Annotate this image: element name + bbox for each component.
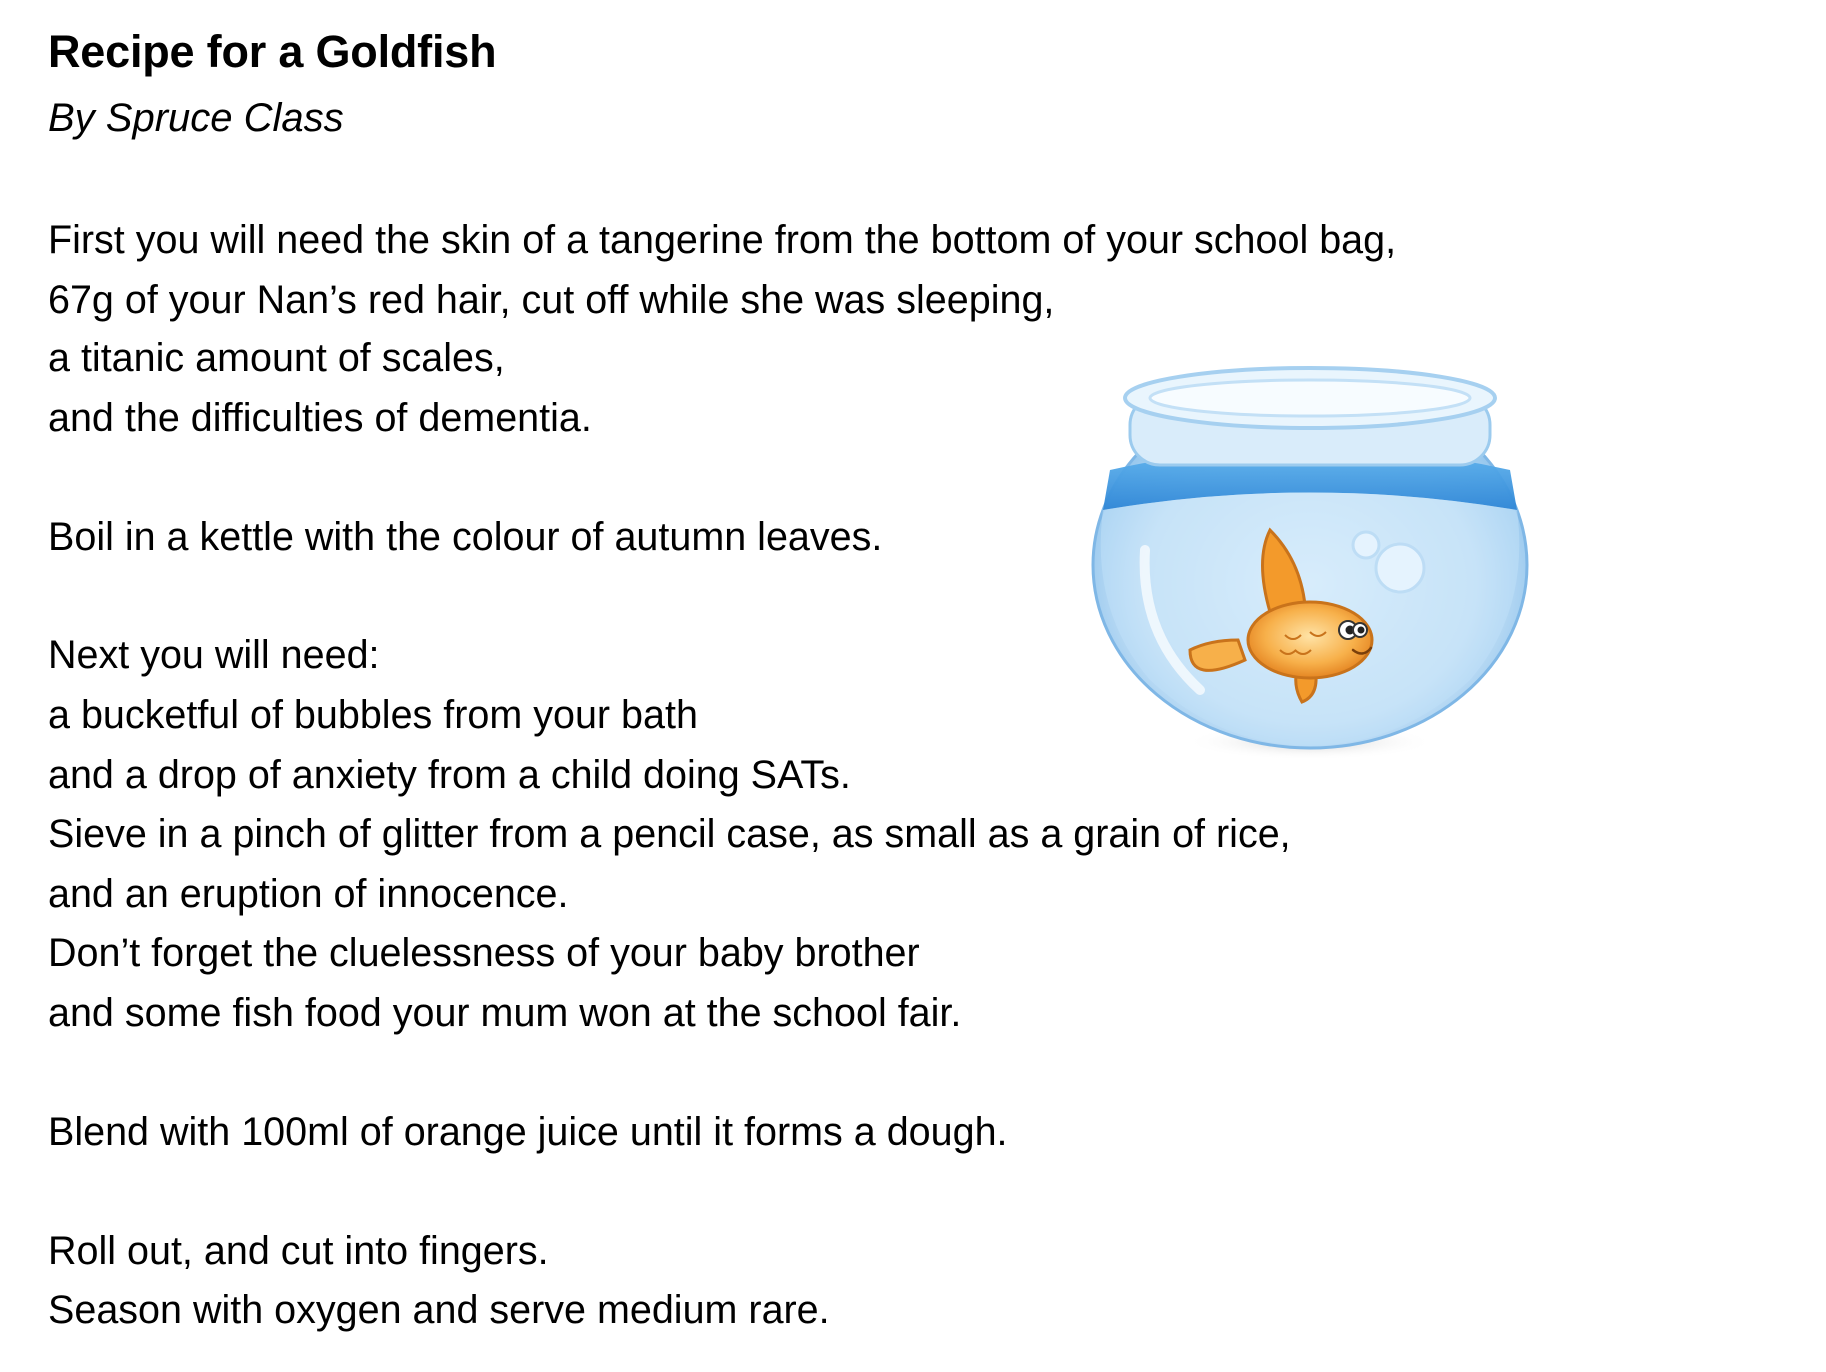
- bowl-opening: [1150, 380, 1470, 416]
- poem-line: Boil in a kettle with the colour of autumn leaves.: [48, 515, 883, 559]
- poem-title: Recipe for a Goldfish: [48, 26, 497, 77]
- poem-line: Blend with 100ml of orange juice until it forms a dough.: [48, 1110, 1008, 1154]
- poem-line: and an eruption of innocence.: [48, 872, 569, 916]
- poem-line: and some fish food your mum won at the school fair.: [48, 991, 962, 1035]
- poem-line: Season with oxygen and serve medium rare.: [48, 1288, 830, 1332]
- fish-body: [1248, 602, 1372, 678]
- poem-line: Next you will need:: [48, 633, 380, 677]
- poem-line: 67g of your Nan’s red hair, cut off while she was sleeping,: [48, 278, 1055, 322]
- poem-line: First you will need the skin of a tangerine from the bottom of your school bag,: [48, 218, 1397, 262]
- poem-line: Don’t forget the cluelessness of your baby brother: [48, 931, 920, 975]
- bubble: [1353, 532, 1379, 558]
- goldfish-bowl-icon: [1070, 350, 1550, 770]
- poem-line: a bucketful of bubbles from your bath: [48, 693, 698, 737]
- poem-line: and a drop of anxiety from a child doing SATs.: [48, 753, 851, 797]
- poem-line: Roll out, and cut into fingers.: [48, 1229, 549, 1273]
- poem-line: a titanic amount of scales,: [48, 336, 505, 380]
- bubble: [1376, 544, 1424, 592]
- poem-line: and the difficulties of dementia.: [48, 396, 592, 440]
- fish-pupil: [1358, 627, 1365, 634]
- poem-byline: By Spruce Class: [48, 96, 344, 140]
- poem-line: Sieve in a pinch of glitter from a pencil case, as small as a grain of rice,: [48, 812, 1291, 856]
